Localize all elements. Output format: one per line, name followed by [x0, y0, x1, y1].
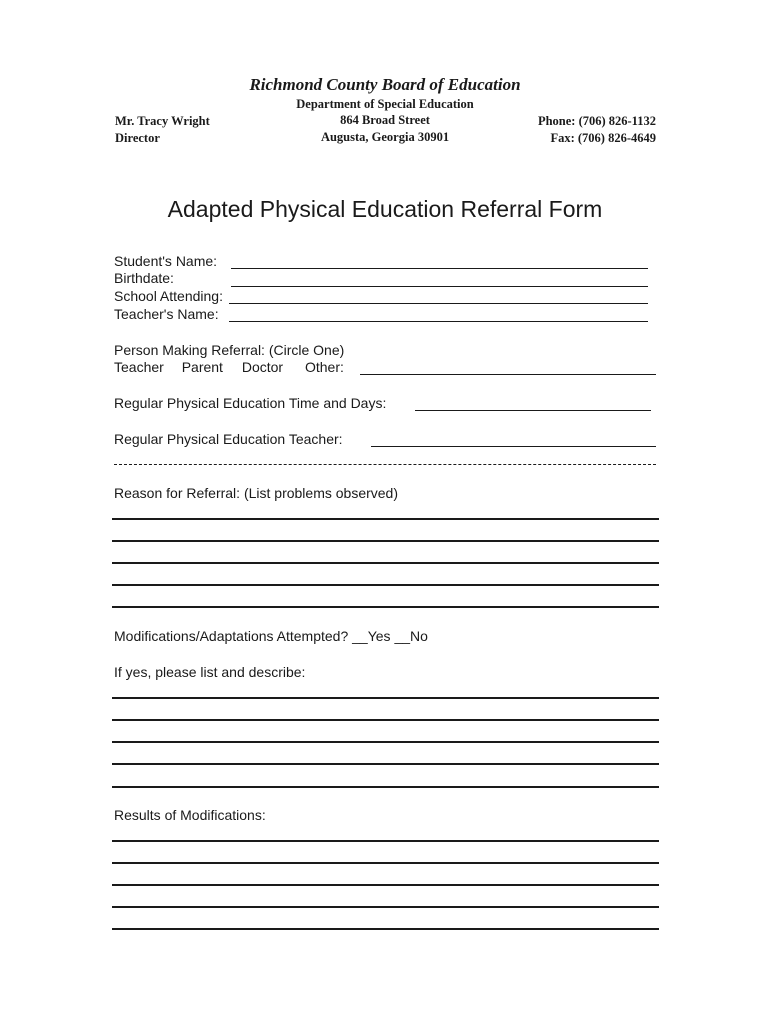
reason-label: Reason for Referral: (List problems observed): [114, 485, 399, 501]
modifications-line[interactable]: [112, 741, 659, 743]
reason-line[interactable]: [112, 518, 659, 520]
fax-number: Fax: (706) 826-4649: [550, 131, 656, 145]
results-label: Results of Modifications:: [114, 807, 266, 823]
department-name: Department of Special Education: [296, 97, 474, 111]
modifications-line[interactable]: [112, 697, 659, 699]
if-yes-label: If yes, please list and describe:: [114, 664, 306, 680]
results-line[interactable]: [112, 884, 659, 886]
phone-number: Phone: (706) 826-1132: [537, 114, 656, 128]
pe-time-label: Regular Physical Education Time and Days:: [114, 395, 387, 411]
other-field[interactable]: [360, 374, 656, 375]
section-divider: [114, 464, 656, 465]
results-line[interactable]: [112, 906, 659, 908]
school-attending-label: School Attending:: [114, 288, 223, 304]
option-other[interactable]: Other:: [304, 359, 344, 375]
reason-line[interactable]: [112, 540, 659, 542]
director-title: Director: [115, 131, 160, 145]
organization-name: Richmond County Board of Education: [249, 75, 521, 94]
teacher-name-label: Teacher's Name:: [114, 306, 219, 322]
school-attending-field[interactable]: [229, 303, 648, 304]
modifications-line[interactable]: [112, 786, 659, 788]
pe-teacher-label: Regular Physical Education Teacher:: [114, 431, 343, 447]
option-parent[interactable]: Parent: [181, 359, 223, 375]
pe-teacher-field[interactable]: [371, 446, 656, 447]
referral-label: Person Making Referral: (Circle One): [114, 342, 345, 358]
modifications-line[interactable]: [112, 763, 659, 765]
option-doctor[interactable]: Doctor: [241, 359, 284, 375]
results-line[interactable]: [112, 840, 659, 842]
street-address: 864 Broad Street: [340, 113, 430, 127]
modifications-line[interactable]: [112, 719, 659, 721]
referral-options: [114, 359, 344, 375]
birthdate-label: Birthdate:: [114, 270, 174, 286]
student-name-label: Student's Name:: [114, 253, 218, 269]
teacher-name-field[interactable]: [229, 321, 648, 322]
reason-line[interactable]: [112, 562, 659, 564]
city-address: Augusta, Georgia 30901: [320, 130, 450, 144]
results-line[interactable]: [112, 928, 659, 930]
student-name-field[interactable]: [231, 268, 648, 269]
results-line[interactable]: [112, 862, 659, 864]
reason-line[interactable]: [112, 584, 659, 586]
modifications-label: Modifications/Adaptations Attempted? __Yes __No: [114, 628, 428, 644]
pe-time-field[interactable]: [415, 410, 651, 411]
reason-line[interactable]: [112, 606, 659, 608]
director-name: Mr. Tracy Wright: [115, 114, 210, 128]
form-title: Adapted Physical Education Referral Form: [167, 196, 603, 222]
birthdate-field[interactable]: [231, 286, 648, 287]
option-teacher[interactable]: Teacher: [114, 359, 164, 375]
